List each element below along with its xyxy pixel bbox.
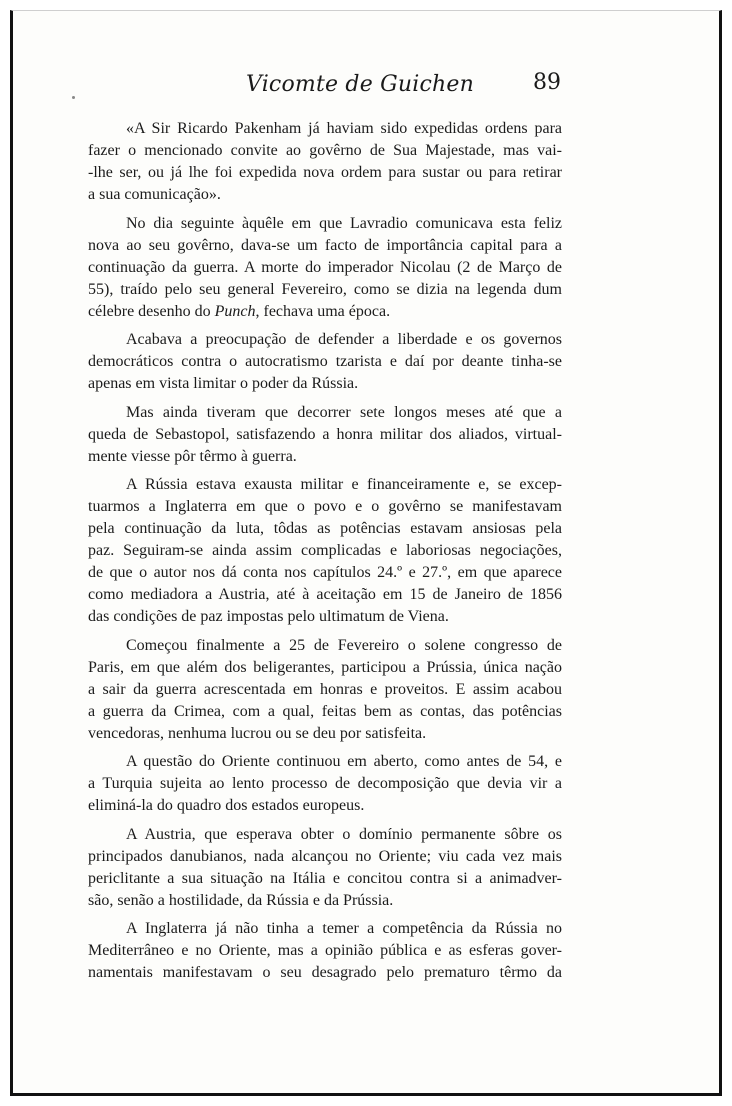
running-title: Vicomte de Guichen [246,72,474,97]
text-line: apenas em vista limitar o poder da Rússia. [88,375,359,392]
text-line: Mas ainda tiveram que decorrer sete longos meses até que a [126,403,562,421]
text-line: a Turquia sujeita ao lento processo de decomposição que devia vir a [88,775,562,792]
text-line: A Rússia estava exausta militar e financeiramente e, se excep- [126,476,562,493]
text-line: célebre desenho do Punch, fechava uma época. [88,302,391,320]
text-line: 55), traído pelo seu general Fevereiro, como se dizia na legenda dum [88,280,562,298]
page-number: 89 [533,70,561,95]
text-line: A questão do Oriente continuou em aberto, como antes de 54, e [126,753,562,770]
text-line: -lhe ser, ou já lhe foi expedida nova ordem para sustar ou para retirar [88,164,562,181]
paragraph [88,635,562,745]
text-line: das condições de paz impostas pelo ultimatum de Viena. [88,608,449,625]
text-line: «A Sir Ricardo Pakenham já haviam sido expedidas ordens para [126,120,562,137]
paragraph [88,824,562,912]
paragraph [88,213,562,323]
text-line: são, senão a hostilidade, da Rússia e da Prússia. [88,891,394,909]
text-line: a guerra da Crimea, com a qual, feitas bem as contas, das potências [88,702,562,720]
paragraph [88,918,562,984]
text-line: nova ao seu govêrno, dava-se um facto de importância capital para a [88,236,562,254]
body-text [88,118,562,991]
text-line: fazer o mencionado convite ao govêrno de Sua Majestade, mas vai- [88,142,562,159]
text-line: namentais manifestavam o seu desagrado pelo prematuro têrmo da [88,964,562,981]
text-line: No dia seguinte àquêle em que Lavradio comunicava esta feliz [126,214,562,232]
text-line: periclitante a sua situação na Itália e concitou contra si a animadver- [88,869,562,887]
text-line: como mediadora a Austria, até à aceitação em 15 de Janeiro de 1856 [88,586,562,603]
text-line: continuação da guerra. A morte do imperador Nicolau (2 de Março de [88,258,562,276]
text-line: a sair da guerra acrescentada em honras e proveitos. E assim acabou [88,680,562,698]
text-line: tuarmos a Inglaterra em que o povo e o govêrno se manifestavam [88,498,562,515]
text-line: eliminá-la do quadro dos estados europeus. [88,797,365,814]
text-line: de que o autor nos dá conta nos capítulos 24.º e 27.º, em que aparece [88,564,562,581]
text-line: paz. Seguiram-se ainda assim complicadas e laboriosas negociações, [88,542,562,559]
publication-title: Punch [214,302,256,320]
text-line: mente viesse pôr têrmo à guerra. [88,447,297,465]
text-line: vencedoras, nenhuma lucrou ou se deu por satisfeita. [88,724,427,742]
page-header [0,68,732,104]
text-line: principados danubianos, nada alcançou no Oriente; viu cada vez mais [88,847,562,865]
text-line: queda de Sebastopol, satisfazendo a honra militar dos aliados, virtual- [88,425,562,443]
text-line: pela continuação da luta, tôdas as potências estavam ansiosas pela [88,520,562,537]
paragraph [88,402,562,468]
text-line: A Inglaterra já não tinha a temer a competência da Rússia no [126,920,562,937]
text-line: A Austria, que esperava obter o domínio permanente sôbre os [126,825,562,843]
text-line: Paris, em que além dos beligerantes, participou a Prússia, única nação [88,658,562,676]
text-line: Mediterrâneo e no Oriente, mas a opinião pública e as esferas gover- [88,942,562,959]
text-line: Acabava a preocupação de defender a liberdade e os governos [126,331,562,348]
text-line: a sua comunicação». [88,186,221,203]
text-line: Começou finalmente a 25 de Fevereiro o solene congresso de [126,636,562,654]
paragraph [88,329,562,395]
text-line: democráticos contra o autocratismo tzarista e daí por deante tinha-se [88,353,562,370]
paragraph [88,751,562,817]
paragraph [88,118,562,206]
paragraph [88,474,562,628]
